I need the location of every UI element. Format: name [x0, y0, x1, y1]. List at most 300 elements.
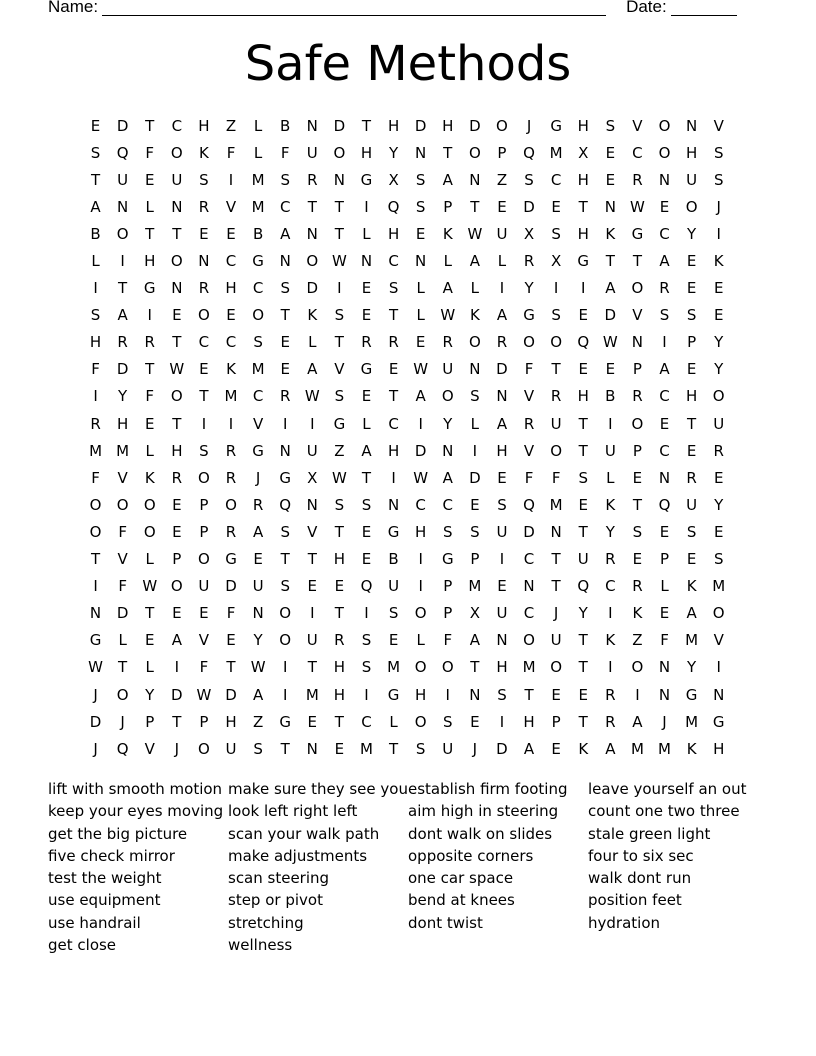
- grid-letter: T: [578, 712, 588, 731]
- grid-letter: Y: [578, 604, 588, 623]
- grid-letter: N: [469, 685, 481, 704]
- grid-letter: I: [201, 414, 207, 433]
- grid-letter: E: [713, 468, 724, 487]
- grid-letter: O: [306, 252, 319, 271]
- grid-letter: K: [578, 739, 589, 758]
- grid-letter: T: [307, 550, 317, 569]
- grid-letter: H: [442, 116, 454, 135]
- grid-letter: M: [522, 658, 536, 677]
- grid-letter: O: [550, 333, 563, 352]
- grid-letter: T: [280, 550, 290, 569]
- grid-letter: E: [144, 631, 155, 650]
- grid-letter: H: [387, 441, 400, 460]
- grid-letter: I: [93, 577, 98, 596]
- grid-letter: I: [282, 414, 288, 433]
- grid-letter: E: [90, 116, 101, 135]
- grid-letter: T: [632, 495, 642, 514]
- grid-letter: A: [523, 739, 535, 758]
- grid-letter: C: [361, 712, 372, 731]
- grid-letter: N: [171, 197, 183, 216]
- grid-letter: U: [442, 739, 454, 758]
- grid-letter: T: [578, 631, 588, 650]
- grid-letter: K: [199, 143, 209, 162]
- grid-letter: U: [686, 495, 698, 514]
- grid-letter: E: [578, 360, 588, 379]
- grid-letter: G: [279, 712, 292, 731]
- grid-letter: L: [362, 414, 371, 433]
- grid-letter: E: [470, 712, 480, 731]
- grid-letter: S: [388, 279, 399, 298]
- grid-letter: C: [225, 252, 237, 271]
- grid-letter: A: [659, 360, 670, 379]
- word-list-item: lift with smooth motion: [48, 780, 223, 798]
- grid-letter: O: [198, 468, 210, 487]
- grid-letter: N: [604, 197, 616, 216]
- grid-letter: U: [388, 577, 400, 596]
- grid-letter: P: [443, 577, 453, 596]
- grid-letter: A: [469, 631, 480, 650]
- grid-letter: X: [551, 252, 562, 271]
- grid-letter: P: [172, 550, 182, 569]
- grid-letter: V: [713, 116, 724, 135]
- grid-letter: S: [334, 306, 345, 325]
- grid-letter: F: [226, 604, 236, 623]
- grid-letter: L: [416, 279, 425, 298]
- grid-letter: S: [659, 306, 670, 325]
- grid-letter: O: [468, 333, 481, 352]
- grid-letter: V: [198, 631, 210, 650]
- grid-letter: E: [144, 414, 155, 433]
- grid-letter: T: [524, 685, 534, 704]
- grid-letter: E: [172, 604, 182, 623]
- grid-letter: H: [496, 658, 508, 677]
- grid-letter: I: [716, 658, 721, 677]
- grid-letter: D: [116, 604, 129, 623]
- grid-letter: S: [334, 387, 345, 406]
- grid-letter: G: [252, 252, 264, 271]
- grid-letter: O: [523, 333, 535, 352]
- name-field[interactable]: [102, 0, 606, 16]
- grid-letter: I: [418, 550, 423, 569]
- grid-letter: S: [361, 658, 372, 677]
- grid-letter: T: [334, 712, 344, 731]
- grid-letter: I: [716, 224, 721, 243]
- grid-letter: L: [470, 414, 480, 433]
- grid-letter: L: [416, 306, 425, 325]
- grid-letter: S: [605, 116, 616, 135]
- grid-letter: E: [361, 279, 372, 298]
- grid-letter: H: [685, 387, 698, 406]
- grid-letter: C: [659, 441, 670, 460]
- grid-letter: K: [144, 468, 155, 487]
- grid-letter: Q: [116, 739, 129, 758]
- word-list-item: five check mirror: [48, 846, 175, 865]
- grid-letter: E: [551, 685, 561, 704]
- grid-letter: N: [198, 252, 210, 271]
- grid-letter: I: [608, 658, 613, 677]
- grid-letter: B: [605, 387, 616, 406]
- grid-letter: N: [496, 387, 508, 406]
- grid-letter: W: [630, 197, 645, 216]
- grid-letter: T: [172, 414, 182, 433]
- grid-letter: O: [279, 631, 292, 650]
- grid-letter: Z: [334, 441, 345, 460]
- grid-letter: X: [307, 468, 318, 487]
- grid-letter: S: [713, 143, 724, 162]
- grid-letter: J: [255, 468, 261, 487]
- grid-letter: O: [468, 143, 481, 162]
- grid-letter: O: [170, 577, 183, 596]
- grid-letter: U: [306, 631, 318, 650]
- grid-letter: I: [310, 604, 315, 623]
- grid-letter: N: [523, 577, 535, 596]
- grid-letter: E: [632, 468, 643, 487]
- grid-letter: I: [472, 441, 478, 460]
- date-field[interactable]: [671, 0, 737, 16]
- grid-letter: S: [443, 522, 453, 541]
- grid-letter: E: [144, 170, 155, 189]
- grid-letter: F: [199, 658, 209, 677]
- grid-letter: S: [578, 468, 588, 487]
- grid-letter: I: [147, 306, 152, 325]
- grid-letter: O: [170, 143, 183, 162]
- word-list-item: make sure they see you: [228, 780, 408, 798]
- grid-letter: D: [523, 522, 535, 541]
- grid-letter: W: [331, 468, 347, 487]
- grid-letter: E: [226, 631, 236, 650]
- grid-letter: W: [169, 360, 185, 379]
- grid-letter: M: [360, 739, 373, 758]
- grid-letter: Q: [658, 495, 671, 514]
- grid-letter: S: [415, 170, 426, 189]
- grid-letter: S: [415, 739, 426, 758]
- grid-letter: C: [279, 197, 291, 216]
- grid-letter: S: [280, 279, 290, 298]
- grid-letter: H: [225, 712, 237, 731]
- grid-letter: V: [144, 739, 155, 758]
- grid-letter: O: [252, 306, 265, 325]
- grid-letter: Q: [116, 143, 129, 162]
- grid-letter: Y: [524, 279, 534, 298]
- grid-letter: S: [280, 522, 290, 541]
- grid-letter: L: [91, 252, 100, 271]
- grid-letter: G: [225, 550, 237, 569]
- grid-letter: E: [686, 279, 697, 298]
- grid-letter: U: [252, 577, 264, 596]
- grid-letter: O: [225, 495, 237, 514]
- grid-letter: N: [496, 631, 508, 650]
- grid-letter: E: [280, 360, 290, 379]
- grid-letter: I: [499, 712, 505, 731]
- grid-letter: I: [228, 414, 234, 433]
- word-list-item: count one two three: [588, 802, 740, 821]
- grid-letter: I: [581, 279, 586, 298]
- grid-letter: T: [470, 658, 480, 677]
- grid-letter: P: [199, 712, 209, 731]
- grid-letter: O: [89, 495, 102, 514]
- grid-letter: G: [143, 279, 156, 298]
- grid-letter: O: [712, 604, 725, 623]
- word-search-grid: [82, 112, 732, 762]
- word-list-item: use equipment: [48, 891, 161, 910]
- grid-letter: T: [551, 550, 561, 569]
- grid-letter: N: [306, 739, 318, 758]
- word-list-column: [588, 778, 768, 956]
- grid-letter: L: [118, 631, 127, 650]
- grid-letter: T: [578, 522, 588, 541]
- grid-letter: A: [632, 712, 643, 731]
- grid-letter: Y: [714, 495, 724, 514]
- grid-letter: T: [118, 658, 128, 677]
- word-list-item: make adjustments: [228, 846, 368, 865]
- grid-letter: D: [225, 685, 237, 704]
- grid-letter: Q: [523, 143, 535, 162]
- grid-letter: R: [632, 387, 643, 406]
- grid-letter: M: [387, 658, 401, 677]
- grid-letter: T: [307, 658, 317, 677]
- grid-letter: E: [497, 197, 507, 216]
- grid-letter: N: [360, 252, 373, 271]
- grid-letter: W: [88, 658, 103, 677]
- grid-letter: T: [578, 414, 588, 433]
- grid-letter: R: [632, 577, 643, 596]
- grid-letter: T: [443, 143, 453, 162]
- grid-letter: L: [145, 550, 154, 569]
- grid-letter: H: [387, 116, 400, 135]
- grid-letter: E: [388, 360, 399, 379]
- word-list-item: four to six sec: [588, 846, 694, 865]
- grid-letter: E: [199, 224, 209, 243]
- grid-letter: O: [496, 116, 508, 135]
- grid-letter: V: [632, 306, 643, 325]
- grid-letter: D: [116, 360, 129, 379]
- grid-letter: T: [578, 441, 588, 460]
- grid-letter: A: [90, 197, 101, 216]
- grid-letter: F: [145, 387, 155, 406]
- grid-letter: E: [470, 495, 480, 514]
- grid-letter: T: [388, 306, 399, 325]
- grid-letter: S: [632, 522, 643, 541]
- grid-letter: J: [526, 116, 532, 135]
- grid-letter: E: [686, 550, 697, 569]
- grid-letter: K: [605, 495, 616, 514]
- grid-letter: A: [686, 604, 697, 623]
- grid-letter: Y: [118, 387, 128, 406]
- grid-letter: D: [171, 685, 183, 704]
- grid-letter: Q: [577, 577, 590, 596]
- grid-letter: W: [413, 468, 429, 487]
- grid-letter: H: [144, 252, 156, 271]
- grid-letter: N: [279, 441, 291, 460]
- grid-letter: T: [280, 739, 290, 758]
- grid-letter: A: [280, 224, 291, 243]
- grid-letter: H: [89, 333, 102, 352]
- grid-letter: R: [171, 468, 183, 487]
- grid-letter: O: [631, 658, 644, 677]
- grid-letter: G: [523, 306, 535, 325]
- grid-letter: O: [170, 252, 183, 271]
- word-list-item: walk dont run: [588, 869, 692, 888]
- grid-letter: A: [442, 170, 453, 189]
- grid-letter: U: [577, 550, 589, 569]
- grid-letter: S: [551, 306, 561, 325]
- grid-letter: P: [659, 550, 670, 569]
- grid-letter: J: [662, 712, 667, 731]
- grid-letter: N: [658, 170, 671, 189]
- grid-letter: B: [388, 550, 399, 569]
- grid-letter: J: [93, 685, 98, 704]
- word-list-column: [48, 778, 228, 956]
- grid-letter: K: [632, 604, 643, 623]
- grid-letter: H: [415, 685, 427, 704]
- grid-letter: G: [387, 522, 400, 541]
- grid-letter: W: [304, 387, 320, 406]
- grid-letter: C: [659, 224, 670, 243]
- grid-letter: R: [225, 522, 237, 541]
- grid-letter: T: [334, 604, 344, 623]
- grid-letter: D: [414, 441, 427, 460]
- grid-letter: A: [171, 631, 182, 650]
- grid-letter: H: [198, 116, 210, 135]
- grid-letter: E: [253, 550, 263, 569]
- grid-letter: N: [89, 604, 102, 623]
- grid-letter: I: [364, 197, 369, 216]
- grid-letter: E: [361, 387, 372, 406]
- grid-letter: G: [360, 360, 373, 379]
- grid-letter: U: [496, 604, 508, 623]
- grid-letter: N: [658, 468, 671, 487]
- grid-letter: S: [361, 631, 372, 650]
- grid-letter: N: [306, 116, 318, 135]
- grid-letter: E: [415, 224, 426, 243]
- grid-letter: F: [660, 631, 669, 650]
- grid-letter: N: [171, 279, 183, 298]
- grid-letter: D: [496, 739, 508, 758]
- grid-letter: C: [523, 550, 535, 569]
- grid-letter: O: [414, 658, 427, 677]
- grid-letter: T: [172, 224, 182, 243]
- grid-letter: H: [333, 685, 346, 704]
- grid-letter: H: [523, 712, 535, 731]
- grid-letter: A: [659, 252, 670, 271]
- grid-letter: M: [251, 360, 265, 379]
- grid-letter: T: [470, 197, 480, 216]
- grid-letter: O: [143, 522, 156, 541]
- grid-letter: M: [224, 387, 238, 406]
- grid-letter: F: [551, 468, 561, 487]
- date-label: Date:: [626, 0, 667, 16]
- grid-letter: S: [713, 170, 724, 189]
- grid-letter: O: [631, 414, 644, 433]
- grid-letter: E: [226, 224, 236, 243]
- grid-letter: F: [91, 360, 100, 379]
- grid-letter: E: [307, 577, 318, 596]
- page-title: Safe Methods: [244, 36, 572, 92]
- grid-letter: O: [658, 143, 671, 162]
- grid-letter: V: [225, 197, 237, 216]
- grid-letter: A: [442, 279, 453, 298]
- grid-letter: P: [145, 712, 155, 731]
- grid-letter: W: [250, 658, 266, 677]
- grid-letter: R: [388, 333, 399, 352]
- grid-letter: I: [282, 685, 288, 704]
- grid-letter: I: [608, 604, 613, 623]
- grid-letter: K: [442, 224, 453, 243]
- word-list-item: dont twist: [408, 913, 483, 932]
- grid-letter: O: [523, 631, 535, 650]
- grid-letter: Y: [388, 143, 399, 162]
- grid-letter: C: [605, 577, 616, 596]
- grid-letter: W: [331, 252, 347, 271]
- grid-letter: K: [686, 577, 697, 596]
- grid-letter: I: [418, 577, 423, 596]
- grid-letter: H: [171, 441, 183, 460]
- grid-letter: I: [499, 279, 505, 298]
- grid-letter: S: [443, 712, 453, 731]
- grid-letter: E: [605, 360, 616, 379]
- grid-letter: I: [445, 685, 450, 704]
- grid-letter: D: [496, 360, 508, 379]
- grid-letter: L: [308, 333, 317, 352]
- grid-letter: J: [120, 712, 125, 731]
- grid-letter: T: [145, 604, 155, 623]
- word-list-column: [408, 778, 588, 956]
- grid-letter: V: [117, 550, 128, 569]
- grid-letter: W: [196, 685, 212, 704]
- grid-letter: E: [605, 143, 616, 162]
- grid-letter: E: [578, 685, 588, 704]
- grid-letter: I: [553, 279, 559, 298]
- grid-letter: N: [713, 685, 725, 704]
- grid-letter: I: [120, 252, 125, 271]
- grid-letter: E: [361, 550, 372, 569]
- word-list-item: opposite corners: [408, 846, 534, 865]
- grid-letter: K: [686, 739, 697, 758]
- grid-letter: R: [198, 279, 210, 298]
- grid-letter: I: [228, 170, 234, 189]
- grid-letter: E: [686, 360, 697, 379]
- grid-letter: W: [413, 360, 429, 379]
- grid-letter: R: [686, 468, 697, 487]
- grid-letter: D: [333, 116, 346, 135]
- grid-letter: T: [145, 116, 155, 135]
- grid-letter: Y: [687, 658, 697, 677]
- grid-letter: S: [388, 604, 399, 623]
- grid-letter: E: [605, 170, 616, 189]
- grid-letter: S: [470, 387, 480, 406]
- grid-letter: J: [553, 604, 559, 623]
- grid-letter: T: [118, 279, 128, 298]
- grid-letter: U: [225, 739, 237, 758]
- grid-letter: Z: [225, 116, 237, 135]
- grid-letter: H: [713, 739, 725, 758]
- grid-letter: P: [551, 712, 561, 731]
- grid-letter: T: [334, 333, 344, 352]
- grid-letter: C: [388, 252, 399, 271]
- grid-letter: E: [172, 522, 182, 541]
- grid-letter: C: [252, 279, 264, 298]
- grid-letter: J: [472, 739, 478, 758]
- grid-letter: R: [144, 333, 155, 352]
- grid-letter: P: [443, 604, 453, 623]
- grid-letter: O: [279, 604, 292, 623]
- grid-letter: L: [497, 252, 507, 271]
- word-list: [48, 778, 768, 956]
- grid-letter: Y: [605, 522, 615, 541]
- grid-letter: W: [142, 577, 158, 596]
- grid-letter: L: [253, 143, 263, 162]
- grid-letter: G: [89, 631, 102, 650]
